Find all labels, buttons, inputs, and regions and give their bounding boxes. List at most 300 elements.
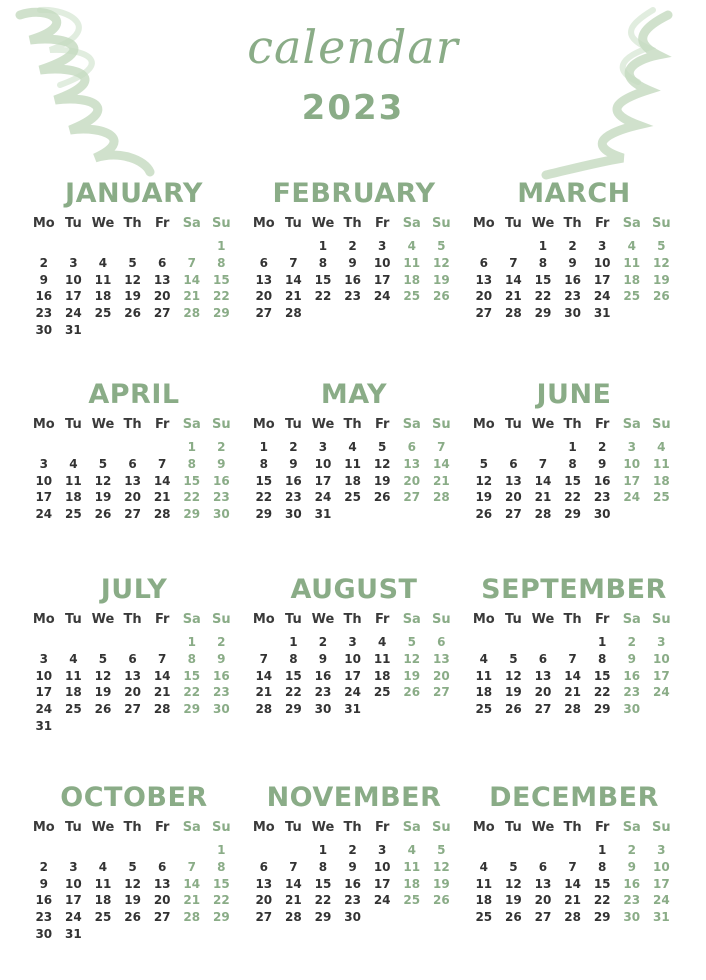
day-cell: 11	[94, 272, 112, 287]
week-row	[29, 667, 239, 684]
day-cell: 4	[479, 652, 488, 667]
day-cell: 18	[344, 473, 361, 488]
week-row	[249, 875, 459, 892]
weekday-label: Mo	[472, 416, 495, 432]
day-cell: 15	[593, 876, 611, 891]
day-cell: 18	[623, 272, 641, 287]
day-cell: 7	[289, 256, 298, 271]
day-cell: 23	[593, 490, 611, 505]
day-cell: 26	[124, 306, 141, 321]
weekday-label: Sa	[622, 215, 641, 231]
day-cell: 6	[407, 440, 416, 455]
day-cell: 8	[187, 457, 196, 472]
day-cell: 5	[657, 239, 666, 254]
day-cell: 23	[35, 306, 53, 321]
month-july	[29, 572, 239, 734]
day-cell: 1	[568, 440, 577, 455]
day-cell: 13	[403, 457, 421, 472]
day-cell: 31	[314, 507, 332, 522]
weekday-label: Fr	[154, 416, 170, 432]
day-cell: 2	[39, 256, 48, 271]
day-cell: 13	[433, 652, 450, 667]
day-cell: 20	[534, 893, 552, 908]
day-cell: 13	[534, 876, 552, 891]
day-cell: 8	[538, 256, 548, 271]
week-row	[469, 667, 679, 684]
weekday-label: Sa	[402, 611, 421, 627]
weekday-label: Th	[343, 611, 362, 627]
day-cell: 15	[285, 668, 302, 683]
week-row	[249, 684, 459, 701]
month-name: DECEMBER	[489, 782, 659, 813]
day-cell: 17	[344, 668, 361, 683]
day-cell: 8	[187, 652, 196, 667]
day-cell: 10	[373, 860, 391, 875]
weekday-label: Su	[212, 215, 231, 231]
weekday-label: We	[311, 416, 335, 432]
day-cell: 26	[124, 910, 141, 925]
day-cell: 1	[217, 239, 226, 254]
day-cell: 28	[285, 910, 302, 925]
day-cell: 17	[35, 490, 53, 505]
day-cell: 29	[534, 306, 552, 321]
day-cell: 13	[475, 272, 493, 287]
week-row	[249, 305, 459, 322]
week-row	[29, 892, 239, 909]
day-cell: 19	[94, 490, 112, 505]
day-cell: 29	[314, 910, 332, 925]
day-cell: 22	[285, 685, 302, 700]
day-cell: 27	[255, 306, 273, 321]
day-cell: 7	[157, 457, 167, 472]
day-cell: 5	[128, 256, 137, 271]
day-cell: 2	[318, 635, 328, 650]
day-cell: 2	[627, 843, 636, 858]
day-cell: 10	[65, 272, 82, 287]
day-cell: 11	[344, 457, 361, 472]
day-cell: 31	[653, 910, 670, 925]
day-cell: 6	[437, 635, 446, 650]
day-cell: 26	[433, 289, 450, 304]
day-cell: 9	[39, 272, 48, 287]
day-cell: 9	[217, 457, 226, 472]
weekday-label: Th	[563, 416, 582, 432]
day-cell: 12	[505, 876, 522, 891]
week-row	[249, 456, 459, 473]
weekday-label: Tu	[285, 416, 302, 432]
day-cell: 28	[564, 702, 581, 717]
week-row	[469, 439, 679, 456]
day-cell: 22	[183, 685, 201, 700]
weekday-header-row	[29, 816, 239, 838]
week-row	[29, 506, 239, 523]
month-name: AUGUST	[290, 574, 418, 605]
day-cell: 24	[65, 306, 82, 321]
day-cell: 2	[217, 635, 226, 650]
week-row	[249, 439, 459, 456]
day-cell: 8	[568, 457, 577, 472]
day-cell: 24	[65, 910, 82, 925]
day-cell: 16	[35, 289, 53, 304]
day-cell: 16	[623, 876, 641, 891]
month-april	[29, 377, 239, 522]
day-cell: 22	[593, 685, 611, 700]
weekday-label: Su	[652, 215, 671, 231]
weekday-label: We	[311, 611, 335, 627]
month-november	[249, 780, 459, 925]
day-cell: 28	[505, 306, 522, 321]
weekday-label: Su	[212, 416, 231, 432]
day-cell: 10	[593, 256, 611, 271]
day-cell: 6	[128, 457, 137, 472]
day-cell: 5	[509, 860, 518, 875]
day-cell: 21	[255, 685, 273, 700]
weekday-label: Th	[563, 215, 582, 231]
day-cell: 20	[153, 289, 171, 304]
day-cell: 27	[255, 910, 273, 925]
day-cell: 30	[564, 306, 581, 321]
weekday-label: We	[531, 611, 555, 627]
week-row	[29, 651, 239, 668]
day-cell: 15	[213, 876, 230, 891]
day-cell: 15	[534, 272, 552, 287]
day-cell: 8	[318, 256, 328, 271]
day-cell: 11	[65, 668, 82, 683]
day-cell: 20	[475, 289, 493, 304]
day-cell: 29	[255, 507, 273, 522]
weekday-header-row	[469, 413, 679, 435]
weekday-label: Fr	[374, 611, 390, 627]
weekday-label: We	[311, 819, 335, 835]
weekday-label: Fr	[374, 215, 390, 231]
day-cell: 2	[289, 440, 298, 455]
day-cell: 23	[623, 685, 641, 700]
month-february	[249, 176, 459, 321]
day-cell: 23	[285, 490, 302, 505]
day-cell: 14	[255, 668, 273, 683]
day-cell: 25	[403, 893, 421, 908]
week-row	[29, 489, 239, 506]
week-row	[29, 271, 239, 288]
weekday-label: Tu	[65, 416, 82, 432]
month-january	[29, 176, 239, 338]
day-cell: 31	[35, 718, 53, 733]
month-may	[249, 377, 459, 522]
day-cell: 23	[564, 289, 581, 304]
day-cell: 19	[94, 685, 112, 700]
weekday-header-row	[29, 212, 239, 234]
weekday-label: Su	[432, 416, 451, 432]
week-row	[469, 456, 679, 473]
day-cell: 20	[153, 893, 171, 908]
day-cell: 20	[534, 685, 552, 700]
day-cell: 27	[124, 702, 141, 717]
week-row	[469, 288, 679, 305]
day-cell: 13	[124, 668, 141, 683]
day-cell: 3	[627, 440, 636, 455]
day-cell: 17	[653, 876, 670, 891]
day-cell: 6	[157, 256, 167, 271]
week-row	[469, 859, 679, 876]
day-cell: 23	[35, 910, 53, 925]
day-cell: 3	[318, 440, 328, 455]
day-cell: 28	[564, 910, 581, 925]
week-row	[469, 489, 679, 506]
month-december	[469, 780, 679, 925]
day-cell: 28	[183, 306, 201, 321]
day-cell: 20	[255, 893, 273, 908]
day-cell: 18	[475, 685, 493, 700]
weekday-label: Mo	[252, 819, 275, 835]
day-cell: 14	[285, 272, 302, 287]
day-cell: 12	[373, 457, 391, 472]
day-cell: 18	[653, 473, 670, 488]
weekday-header-row	[249, 413, 459, 435]
day-cell: 7	[568, 652, 577, 667]
day-cell: 4	[657, 440, 666, 455]
weekday-label: Mo	[252, 611, 275, 627]
day-cell: 17	[623, 473, 641, 488]
day-cell: 24	[344, 685, 361, 700]
day-cell: 9	[289, 457, 298, 472]
day-cell: 21	[285, 289, 302, 304]
day-cell: 15	[255, 473, 273, 488]
day-cell: 17	[593, 272, 611, 287]
day-cell: 28	[183, 910, 201, 925]
week-row	[249, 701, 459, 718]
week-row	[29, 842, 239, 859]
week-row	[29, 684, 239, 701]
day-cell: 29	[183, 507, 201, 522]
day-cell: 27	[534, 702, 552, 717]
day-cell: 1	[597, 843, 607, 858]
weekday-label: Sa	[402, 819, 421, 835]
weekday-label: Tu	[505, 416, 522, 432]
day-cell: 25	[403, 289, 421, 304]
day-cell: 16	[344, 272, 361, 287]
weekday-label: Sa	[622, 416, 641, 432]
day-cell: 15	[593, 668, 611, 683]
weekday-label: Th	[123, 416, 142, 432]
week-row	[469, 472, 679, 489]
day-cell: 24	[35, 507, 53, 522]
day-cell: 13	[153, 272, 171, 287]
day-cell: 30	[593, 507, 611, 522]
day-cell: 7	[157, 652, 167, 667]
day-cell: 5	[407, 635, 416, 650]
weekday-label: Sa	[182, 819, 201, 835]
day-cell: 12	[403, 652, 421, 667]
day-cell: 7	[187, 860, 196, 875]
day-cell: 2	[348, 843, 357, 858]
week-row	[469, 305, 679, 322]
week-row	[249, 489, 459, 506]
day-cell: 4	[407, 843, 416, 858]
weekday-label: We	[91, 611, 115, 627]
day-cell: 30	[314, 702, 332, 717]
day-cell: 6	[157, 860, 167, 875]
week-row	[469, 701, 679, 718]
day-cell: 11	[373, 652, 391, 667]
day-cell: 9	[597, 457, 607, 472]
day-cell: 25	[475, 910, 493, 925]
weekday-label: Th	[123, 215, 142, 231]
weekday-label: Th	[123, 819, 142, 835]
weekday-label: Mo	[32, 215, 55, 231]
day-cell: 17	[35, 685, 53, 700]
weekday-label: Tu	[285, 611, 302, 627]
day-cell: 22	[183, 490, 201, 505]
day-cell: 28	[153, 507, 171, 522]
weekday-label: Th	[343, 819, 362, 835]
day-cell: 11	[475, 668, 493, 683]
day-cell: 25	[94, 306, 112, 321]
month-october	[29, 780, 239, 942]
weekday-label: Fr	[374, 416, 390, 432]
weekday-header-row	[29, 608, 239, 630]
week-row	[249, 255, 459, 272]
month-name: FEBRUARY	[272, 178, 436, 209]
day-cell: 11	[65, 473, 82, 488]
day-cell: 24	[35, 702, 53, 717]
day-cell: 8	[318, 860, 328, 875]
day-cell: 1	[187, 440, 196, 455]
day-cell: 29	[183, 702, 201, 717]
day-cell: 5	[98, 652, 108, 667]
day-cell: 26	[475, 507, 493, 522]
day-cell: 21	[153, 490, 171, 505]
week-row	[29, 321, 239, 338]
day-cell: 14	[505, 272, 522, 287]
day-cell: 25	[653, 490, 670, 505]
day-cell: 5	[128, 860, 137, 875]
day-cell: 29	[593, 702, 611, 717]
day-cell: 9	[39, 876, 48, 891]
weekday-label: Sa	[182, 611, 201, 627]
month-name: JANUARY	[65, 178, 203, 209]
day-cell: 15	[183, 668, 201, 683]
day-cell: 8	[597, 860, 607, 875]
day-cell: 16	[213, 473, 230, 488]
week-row	[469, 255, 679, 272]
day-cell: 15	[183, 473, 201, 488]
day-cell: 2	[217, 440, 226, 455]
day-cell: 18	[403, 272, 421, 287]
day-cell: 17	[65, 289, 82, 304]
day-cell: 8	[217, 256, 226, 271]
day-cell: 13	[153, 876, 171, 891]
day-cell: 18	[94, 289, 112, 304]
weekday-label: Fr	[154, 819, 170, 835]
week-row	[29, 925, 239, 942]
day-cell: 13	[505, 473, 522, 488]
day-cell: 25	[65, 507, 82, 522]
day-cell: 16	[623, 668, 641, 683]
day-cell: 27	[433, 685, 450, 700]
week-row	[469, 506, 679, 523]
day-cell: 23	[623, 893, 641, 908]
day-cell: 10	[653, 860, 670, 875]
month-march	[469, 176, 679, 321]
weekday-label: Su	[432, 819, 451, 835]
day-cell: 9	[568, 256, 577, 271]
week-row	[469, 892, 679, 909]
week-row	[29, 288, 239, 305]
day-cell: 27	[403, 490, 421, 505]
day-cell: 3	[657, 635, 666, 650]
day-cell: 18	[94, 893, 112, 908]
day-cell: 18	[373, 668, 391, 683]
day-cell: 10	[35, 473, 53, 488]
month-name: JULY	[100, 574, 168, 605]
day-cell: 12	[505, 668, 522, 683]
day-cell: 20	[433, 668, 450, 683]
day-cell: 1	[187, 635, 196, 650]
day-cell: 26	[653, 289, 670, 304]
day-cell: 30	[213, 507, 230, 522]
day-cell: 1	[289, 635, 298, 650]
day-cell: 24	[653, 685, 670, 700]
day-cell: 30	[285, 507, 302, 522]
day-cell: 25	[65, 702, 82, 717]
day-cell: 11	[475, 876, 493, 891]
day-cell: 3	[39, 652, 48, 667]
day-cell: 11	[94, 876, 112, 891]
day-cell: 14	[285, 876, 302, 891]
day-cell: 1	[597, 635, 607, 650]
day-cell: 21	[433, 473, 450, 488]
week-row	[469, 842, 679, 859]
day-cell: 21	[505, 289, 522, 304]
day-cell: 19	[403, 668, 421, 683]
week-row	[29, 909, 239, 926]
week-row	[249, 271, 459, 288]
weekday-label: Fr	[594, 819, 610, 835]
day-cell: 6	[259, 860, 268, 875]
day-cell: 22	[314, 289, 332, 304]
weekday-label: Mo	[252, 416, 275, 432]
day-cell: 18	[65, 490, 82, 505]
day-cell: 3	[348, 635, 357, 650]
day-cell: 10	[653, 652, 670, 667]
day-cell: 14	[153, 668, 171, 683]
weekday-label: Su	[652, 819, 671, 835]
day-cell: 6	[538, 860, 548, 875]
day-cell: 4	[479, 860, 488, 875]
month-name: APRIL	[88, 379, 180, 410]
day-cell: 21	[564, 893, 581, 908]
day-cell: 10	[35, 668, 53, 683]
day-cell: 3	[377, 239, 387, 254]
weekday-label: Fr	[594, 611, 610, 627]
day-cell: 10	[623, 457, 641, 472]
day-cell: 14	[564, 668, 581, 683]
day-cell: 9	[627, 652, 636, 667]
month-name: MAY	[320, 379, 388, 410]
weekday-label: Su	[212, 611, 231, 627]
day-cell: 4	[98, 256, 108, 271]
day-cell: 19	[653, 272, 670, 287]
weekday-label: We	[91, 819, 115, 835]
weekday-label: Tu	[285, 819, 302, 835]
day-cell: 27	[475, 306, 493, 321]
day-cell: 15	[314, 876, 332, 891]
day-cell: 10	[373, 256, 391, 271]
day-cell: 3	[39, 457, 48, 472]
day-cell: 20	[124, 685, 141, 700]
day-cell: 4	[377, 635, 387, 650]
day-cell: 20	[505, 490, 522, 505]
